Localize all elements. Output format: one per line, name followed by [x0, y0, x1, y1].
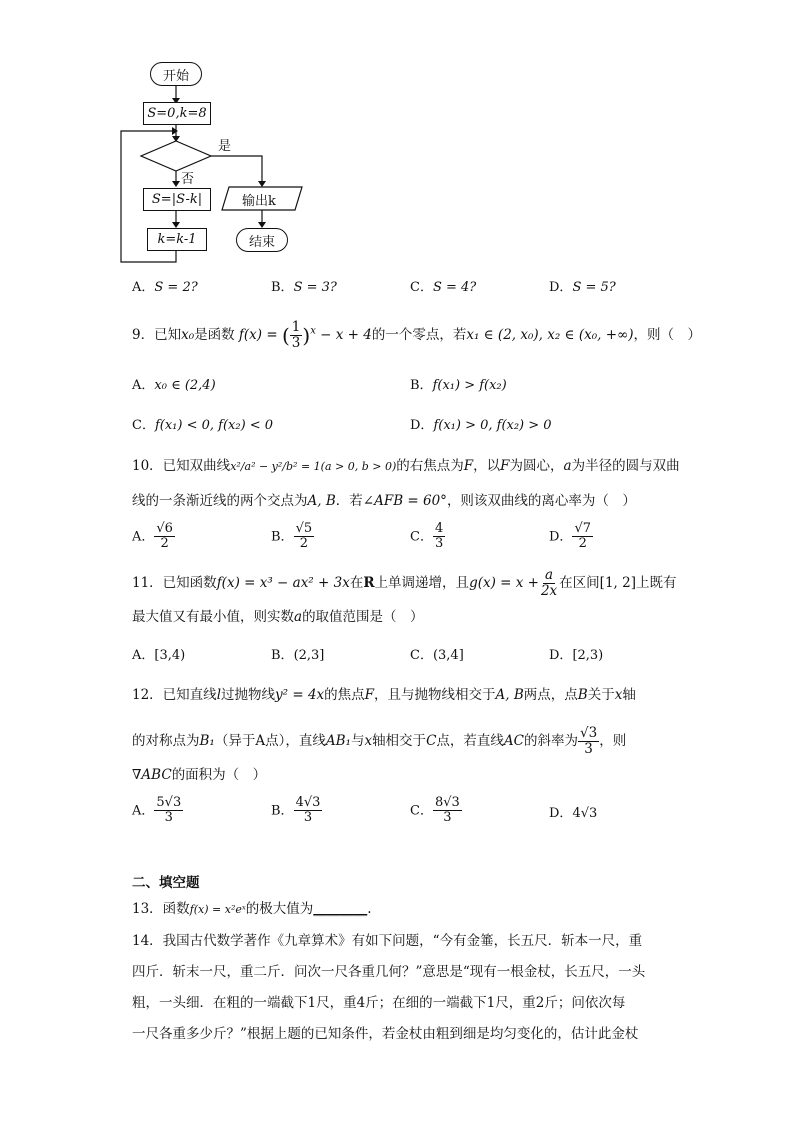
q11-option-d[interactable] [549, 644, 603, 663]
q11-text3: 在区间 [559, 574, 600, 591]
q9-cond: x₁ ∈ (2, x₀), x₂ ∈ (x₀, +∞) [466, 326, 634, 343]
q12-C: C [426, 732, 437, 749]
q9-x0: x₀ [181, 326, 195, 343]
option-label: B． [271, 648, 294, 663]
q12-triangle: ∇ABC [132, 767, 172, 783]
update-s-label: S=|S-k| [151, 192, 203, 207]
q12-F: F [364, 687, 375, 703]
q9-fraction [290, 320, 303, 351]
q9-text3: ，则（ ） [633, 326, 702, 343]
q10-option-d[interactable] [549, 522, 593, 552]
frac-num: √5 [295, 521, 313, 536]
option-label: A． [132, 803, 155, 819]
q12-text3: ，且与抛物线相交于 [374, 687, 496, 703]
option-label: C． [410, 529, 433, 545]
q11-a: a [294, 609, 303, 625]
section-title: 二、填空题 [132, 875, 200, 891]
q10-line2a: 线的一条渐近线的两个交点为 [132, 493, 308, 509]
q9-option-d[interactable] [410, 414, 552, 433]
q12-AB: A, B [495, 687, 524, 703]
q8-option-b[interactable] [271, 276, 337, 295]
option-label: A． [132, 648, 155, 663]
q11-g-frac [539, 568, 559, 599]
option-label: B． [410, 378, 433, 393]
q12-parabola: y² = 4x [275, 687, 325, 703]
option-text: S = 4? [432, 280, 477, 295]
q12-x2: x [364, 732, 373, 749]
option-label: D． [549, 806, 573, 821]
q14-line3: 粗，一头细．在粗的一端截下1尺，重4斤；在细的一端截下1尺，重2斤；问依次每 [132, 995, 626, 1011]
q12-option-c[interactable] [410, 796, 462, 826]
option-text: S = 2? [154, 280, 198, 295]
question-13 [132, 898, 372, 921]
q12-B: B [577, 687, 588, 703]
option-label: C． [132, 418, 155, 433]
q11-prefix: 11．已知函数 [132, 574, 217, 591]
option-text: 4√3 [572, 806, 598, 821]
q10-text1: 的右焦点为 [396, 458, 464, 474]
q9-frac-den: 3 [291, 334, 301, 351]
frac-den: 2x [540, 582, 558, 599]
q13-answer-blank[interactable]: ________ [313, 901, 368, 917]
q9-frac-num: 1 [291, 319, 301, 335]
q9-option-a[interactable] [132, 374, 216, 393]
q13-func: f(x) = x²eˣ [189, 903, 246, 916]
frac-num: √6 [156, 521, 173, 536]
init-label: S=0,k=8 [147, 106, 207, 121]
q12-text6: 轴 [622, 687, 636, 703]
frac-den: 3 [443, 810, 452, 826]
frac-den: 2 [578, 536, 587, 552]
q12-line2f: 的斜率为 [524, 732, 578, 749]
yes-label: 是 [218, 139, 232, 154]
q10-option-c[interactable] [410, 522, 445, 552]
frac-num: 5√3 [156, 795, 182, 810]
q14-line4: 一尺各重多少斤？”根据上题的已知条件，若金杖由粗到细是均匀变化的，估计此金杖 [132, 1026, 639, 1042]
q12-line2a: 的对称点为 [132, 732, 200, 749]
q10-option-a[interactable] [132, 522, 175, 552]
q11-line2a: 最大值又有最小值，则实数 [132, 609, 294, 625]
q14-line2: 四斤．斩末一尺，重二斤．问次一尺各重几何？”意思是“现有一根金杖，长五尺，一头 [132, 964, 646, 980]
q8-option-c[interactable] [410, 276, 476, 295]
q10-text4: 为半径的圆与双曲 [571, 458, 680, 474]
q11-option-a[interactable] [132, 644, 185, 663]
option-text: [2,3) [572, 648, 604, 663]
option-text: S = 3? [293, 280, 337, 295]
q11-text1: 在 [349, 574, 364, 591]
q12-line2 [132, 726, 626, 757]
option-text: (3,4] [432, 648, 464, 663]
q11-text4: 上既有 [635, 574, 677, 591]
option-text: f(x₁) < 0, f(x₂) < 0 [154, 418, 274, 433]
q10-line2c: ，则该双曲线的离心率为（ ） [446, 493, 636, 509]
option-label: C． [410, 280, 433, 295]
q8-option-a[interactable] [132, 276, 198, 295]
q12-slope [578, 726, 599, 757]
frac-den: 3 [584, 740, 593, 757]
option-text: f(x₁) > f(x₂) [432, 378, 507, 393]
frac-den: 3 [303, 810, 313, 826]
q10-text3: 为圆心， [509, 458, 564, 474]
q11-option-b[interactable] [271, 644, 324, 663]
q11-line1 [132, 568, 676, 599]
q10-line1 [132, 455, 680, 478]
option-label: D． [549, 280, 573, 295]
q12-text2: 的焦点 [324, 687, 365, 703]
q11-text2: 上单调递增，且 [374, 574, 470, 591]
q10-line2 [132, 490, 636, 512]
q14-line1: 14．我国古代数学著作《九章算术》有如下问题，“今有金箠，长五尺．斩本一尺，重 [132, 933, 643, 949]
frac-num: √3 [580, 725, 598, 741]
q11-R: R [363, 574, 375, 591]
option-label: C． [410, 648, 433, 663]
output-label: 输出k [242, 194, 276, 209]
q9-text2: 的一个零点，若 [371, 326, 467, 343]
option-text: S = 5? [572, 280, 616, 295]
q11-g: g(x) = x + [469, 574, 539, 591]
q12-prefix: 12．已知直线 [132, 687, 217, 703]
q11-line2 [132, 606, 424, 628]
q12-option-b[interactable] [271, 796, 322, 826]
q10-a: a [563, 458, 572, 474]
option-label: D． [410, 418, 434, 433]
q12-AC: AC [503, 732, 524, 749]
update-k-label: k=k-1 [157, 232, 197, 247]
q10-text2: ，以 [473, 458, 501, 474]
q11-option-c[interactable] [410, 644, 464, 663]
frac-num: 8√3 [434, 795, 460, 810]
option-text: (2,3] [293, 648, 325, 663]
q12-text1: 过抛物线 [221, 687, 276, 703]
q13-prefix: 13．函数 [132, 901, 190, 917]
end-node [236, 228, 288, 252]
option-label: B． [271, 280, 294, 295]
q12-option-d[interactable] [549, 802, 597, 821]
q10-option-b[interactable] [271, 522, 314, 552]
end-label: 结束 [248, 234, 275, 250]
q12-line3b: 的面积为（ ） [171, 767, 267, 783]
q9-stem: 9．已知x₀是函数 f(x) = ( $\frac{1}{3}$ )$^x$ − x + 4的一个零点，若x₁ ∈ (2, x₀), x₂ ∈ (x₀, +∞)，则（ ） [132, 319, 702, 351]
q13-text: 的极大值为 [245, 901, 314, 917]
q10-eq: x²/a² − y²/b² = 1(a > 0, b > 0) [230, 460, 397, 473]
frac-num: 4 [434, 521, 444, 536]
update-s-box [143, 188, 211, 211]
frac-den: 3 [164, 810, 173, 826]
q10-line2b: ．若 [335, 493, 363, 509]
q10-angle: ∠AFB = 60° [362, 493, 447, 509]
q9-prefix: 9．已知 [132, 326, 182, 343]
option-label: A． [132, 529, 155, 545]
option-text: x₀ ∈ (2,4) [154, 378, 216, 393]
option-label: B． [271, 803, 294, 819]
q12-text4: 两点，点 [523, 687, 578, 703]
q12-line2b: （异于A点），直线 [214, 732, 326, 749]
frac-num: √7 [574, 521, 591, 536]
q12-line2c: 与 [350, 732, 365, 749]
init-box [143, 102, 211, 125]
q10-AB: A, B [307, 493, 336, 509]
frac-num: a [545, 567, 554, 583]
q8-option-d[interactable] [549, 276, 616, 295]
decision-diamond [141, 141, 211, 171]
option-label: B． [271, 529, 294, 545]
no-label: 否 [181, 172, 195, 187]
q11-line2b: 的取值范围是（ ） [302, 609, 424, 625]
q12-x: x [614, 687, 623, 703]
q12-option-a[interactable] [132, 796, 183, 826]
frac-den: 2 [299, 536, 308, 552]
frac-den: 2 [160, 536, 169, 552]
q9-tail: − x + 4 [320, 326, 372, 343]
q12-line2e: 点，若直线 [436, 732, 504, 749]
option-label: A． [132, 378, 155, 393]
flowchart-lines [0, 0, 794, 270]
update-k-box [147, 228, 207, 251]
q10-F2: F [500, 458, 510, 474]
q12-B1: B₁ [199, 732, 215, 749]
q9-exp: x [310, 325, 316, 337]
option-label: D． [549, 648, 573, 663]
q12-line1 [132, 684, 636, 706]
q11-func: f(x) = x³ − ax² + 3x [216, 574, 350, 591]
start-label: 开始 [162, 68, 189, 84]
option-label: A． [132, 280, 155, 295]
frac-num: 4√3 [295, 795, 321, 810]
q12-line2g: ，则 [599, 732, 627, 749]
start-node [150, 62, 202, 86]
q9-text1: 是函数 [194, 326, 235, 343]
q10-F: F [463, 458, 474, 474]
q12-l: l [216, 687, 222, 703]
q12-AB1: AB₁ [325, 732, 351, 749]
q10-prefix: 10．已知双曲线 [132, 458, 231, 474]
option-text: [3,4) [154, 648, 186, 663]
q12-line3 [132, 764, 266, 786]
option-text: f(x₁) > 0, f(x₂) > 0 [433, 418, 552, 433]
q9-option-b[interactable] [410, 374, 507, 393]
q12-text5: 关于 [587, 687, 615, 703]
option-label: D． [549, 529, 573, 545]
q13-end: . [367, 901, 372, 917]
option-label: C． [410, 803, 433, 819]
q12-line2d: 轴相交于 [372, 732, 427, 749]
q11-interval: [1, 2] [599, 574, 636, 591]
frac-den: 3 [434, 536, 444, 552]
q9-option-c[interactable] [132, 414, 273, 433]
q9-func: f(x) = [238, 326, 278, 343]
